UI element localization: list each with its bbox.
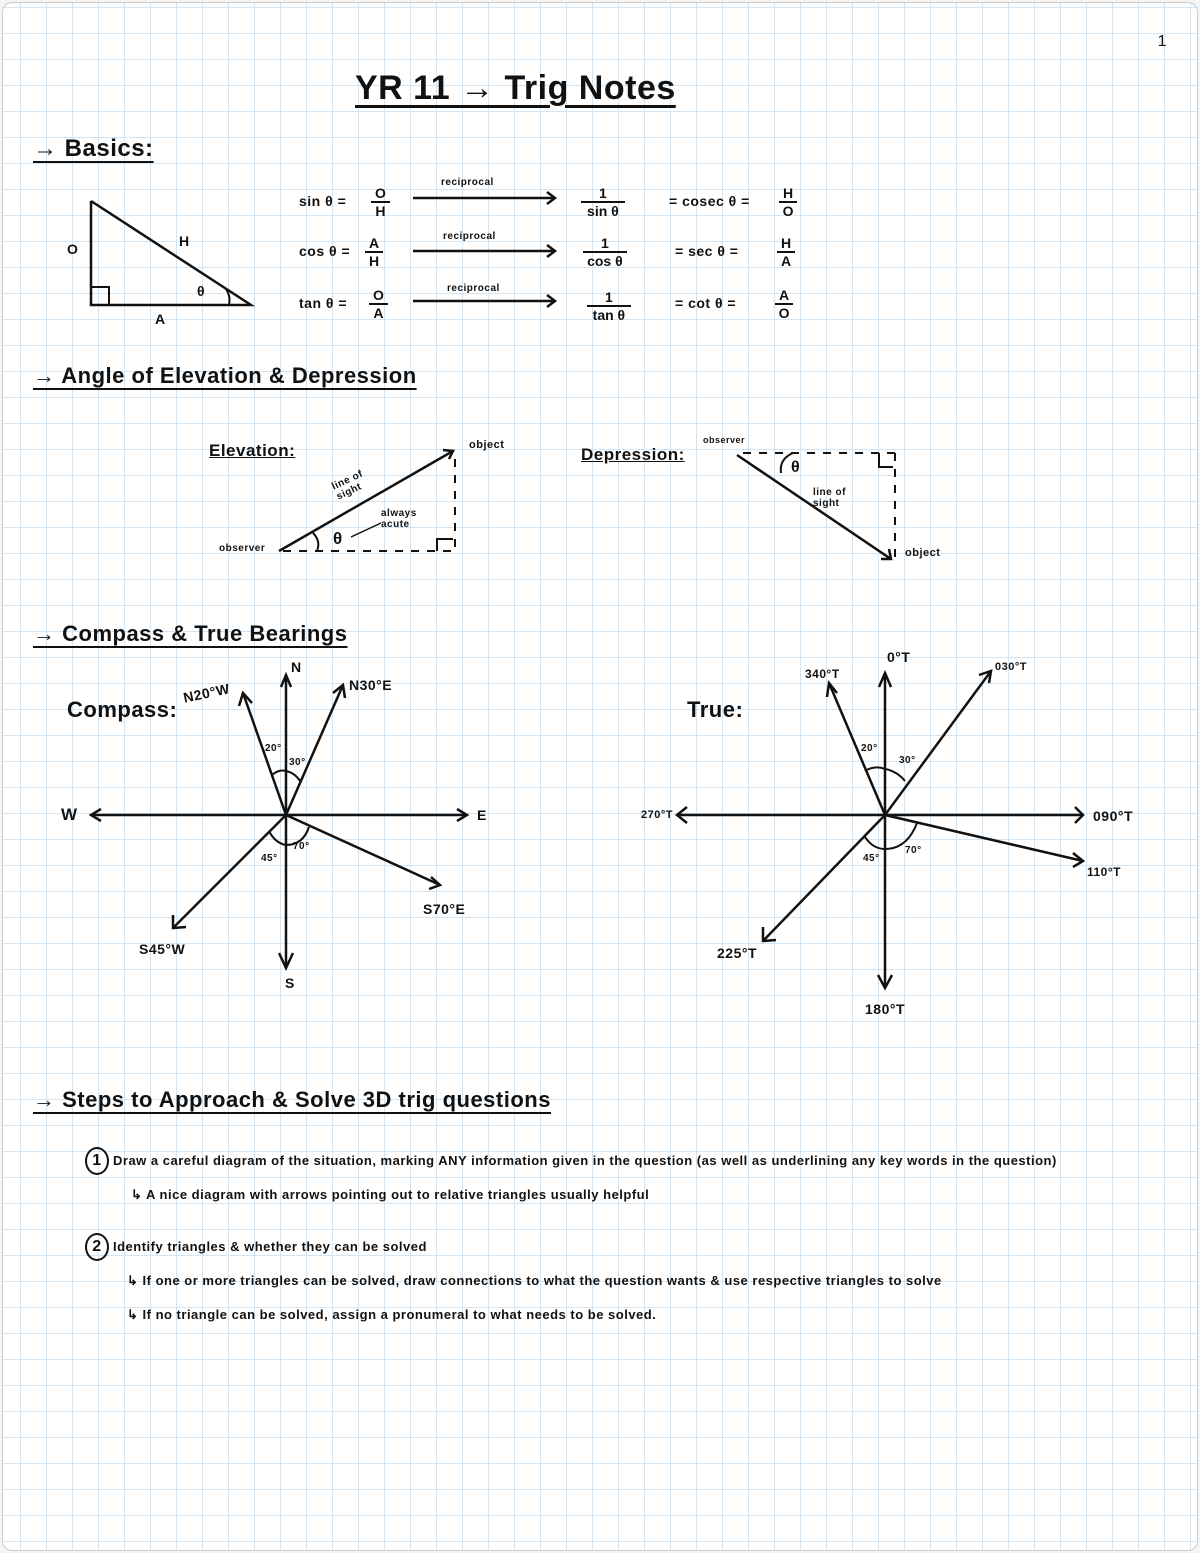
denominator: tan θ (592, 307, 626, 323)
reciprocal-label: reciprocal (443, 231, 496, 242)
triangle-opposite-label: O (67, 241, 79, 257)
numerator: A (365, 235, 383, 253)
sub-text: If no triangle can be solved, assign a pronumeral to what needs to be solved. (142, 1307, 657, 1322)
triangle-angle-label: θ (197, 283, 206, 299)
denominator: H (375, 203, 386, 219)
page-number: 1 (1157, 33, 1167, 50)
n30e-label: N30°E (349, 677, 393, 693)
step-number: 1 (85, 1147, 109, 1175)
steps-heading: → Steps to Approach & Solve 3D trig questions (33, 1087, 551, 1112)
depression-line-of-sight-label: line of sight (813, 487, 846, 509)
true-340-label: 340°T (805, 667, 840, 681)
elevation-object-label: object (469, 439, 505, 451)
n20w-label: N20°W (181, 680, 232, 706)
angle-30-label: 30° (289, 757, 306, 768)
denominator: cos θ (587, 253, 623, 269)
true-0-label: 0°T (887, 649, 911, 665)
numerator: O (371, 185, 390, 203)
cot-fraction (775, 287, 793, 321)
sin-fraction (371, 185, 390, 219)
triangle-adjacent-label: A (155, 311, 166, 327)
s70e-label: S70°E (423, 901, 466, 917)
true-090-label: 090°T (1093, 808, 1134, 824)
true-angle-30-label: 30° (899, 755, 916, 766)
true-030-label: 030°T (995, 661, 1027, 673)
sec-label: = sec θ = (675, 243, 739, 259)
reciprocal-label: reciprocal (447, 283, 500, 294)
page-title: YR 11 → Trig Notes (355, 69, 676, 107)
cot-label: = cot θ = (675, 295, 737, 311)
angle-45-label: 45° (261, 853, 278, 864)
denominator: O (778, 305, 790, 321)
recip-fraction (587, 289, 631, 323)
west-label: W (61, 805, 78, 824)
basics-heading: → Basics: (33, 135, 154, 162)
elevation-observer-label: observer (219, 543, 266, 554)
reciprocal-label: reciprocal (441, 177, 494, 188)
true-270-label: 270°T (641, 809, 673, 821)
numerator: H (777, 235, 795, 253)
numerator: 1 (587, 289, 631, 307)
angle-20-label: 20° (265, 743, 282, 754)
bearings-heading: → Compass & True Bearings (33, 621, 348, 646)
south-label: S (285, 975, 295, 991)
step-2 (85, 1233, 427, 1261)
true-label: True: (687, 697, 744, 722)
cosec-fraction (779, 185, 797, 219)
depression-label: Depression: (581, 445, 685, 464)
step-text: Identify triangles & whether they can be solved (113, 1239, 427, 1254)
sub-text: A nice diagram with arrows pointing out to relative triangles usually helpful (146, 1187, 650, 1202)
step-number: 2 (85, 1233, 109, 1261)
notes-page (2, 2, 1198, 1551)
sec-fraction (777, 235, 795, 269)
depression-observer-label: observer (703, 435, 746, 445)
step-2-sub-1: ↳ If one or more triangles can be solved, draw connections to what the question wants & use respective triangles to solve (127, 1273, 942, 1288)
denominator: A (781, 253, 792, 269)
s45w-label: S45°W (139, 941, 186, 957)
elevation-theta: θ (333, 529, 343, 548)
cos-fraction (365, 235, 383, 269)
sub-text: If one or more triangles can be solved, draw connections to what the question wants & use respective triangles to solve (142, 1273, 942, 1288)
cos-label: cos θ = (299, 243, 351, 259)
compass-label: Compass: (67, 697, 178, 722)
numerator: O (369, 287, 388, 305)
tan-fraction (369, 287, 388, 321)
north-label: N (291, 659, 302, 675)
denominator: A (373, 305, 384, 321)
angle-70-label: 70° (293, 841, 310, 852)
line-of-sight-label: line of sight (330, 468, 365, 503)
step-2-sub-2: ↳ If no triangle can be solved, assign a pronumeral to what needs to be solved. (127, 1307, 657, 1322)
step-1-sub-1: ↳ A nice diagram with arrows pointing out to relative triangles usually helpful (131, 1187, 650, 1202)
east-label: E (477, 807, 487, 823)
true-225-label: 225°T (717, 945, 758, 961)
triangle-hypotenuse-label: H (179, 233, 190, 249)
true-angle-45-label: 45° (863, 853, 880, 864)
elevation-label: Elevation: (209, 441, 296, 460)
recip-fraction (583, 235, 627, 269)
numerator: H (779, 185, 797, 203)
tan-label: tan θ = (299, 295, 348, 311)
depression-theta: θ (791, 459, 801, 476)
sin-label: sin θ = (299, 193, 347, 209)
denominator: O (782, 203, 794, 219)
numerator: 1 (581, 185, 625, 203)
denominator: sin θ (587, 203, 619, 219)
recip-fraction (581, 185, 625, 219)
true-angle-70-label: 70° (905, 845, 922, 856)
step-1 (85, 1147, 1155, 1175)
always-acute-label: always acute (381, 508, 417, 530)
depression-object-label: object (905, 547, 941, 559)
numerator: A (775, 287, 793, 305)
true-110-label: 110°T (1087, 865, 1121, 879)
cosec-label: = cosec θ = (669, 193, 750, 209)
numerator: 1 (583, 235, 627, 253)
true-180-label: 180°T (865, 1001, 906, 1017)
elevation-heading: → Angle of Elevation & Depression (33, 363, 417, 388)
true-bearing-diagram (3, 3, 4, 4)
true-angle-20-label: 20° (861, 743, 878, 754)
denominator: H (369, 253, 380, 269)
step-text: Draw a careful diagram of the situation, marking ANY information given in the question (as well as underlining any key words in the question) (113, 1153, 1057, 1168)
